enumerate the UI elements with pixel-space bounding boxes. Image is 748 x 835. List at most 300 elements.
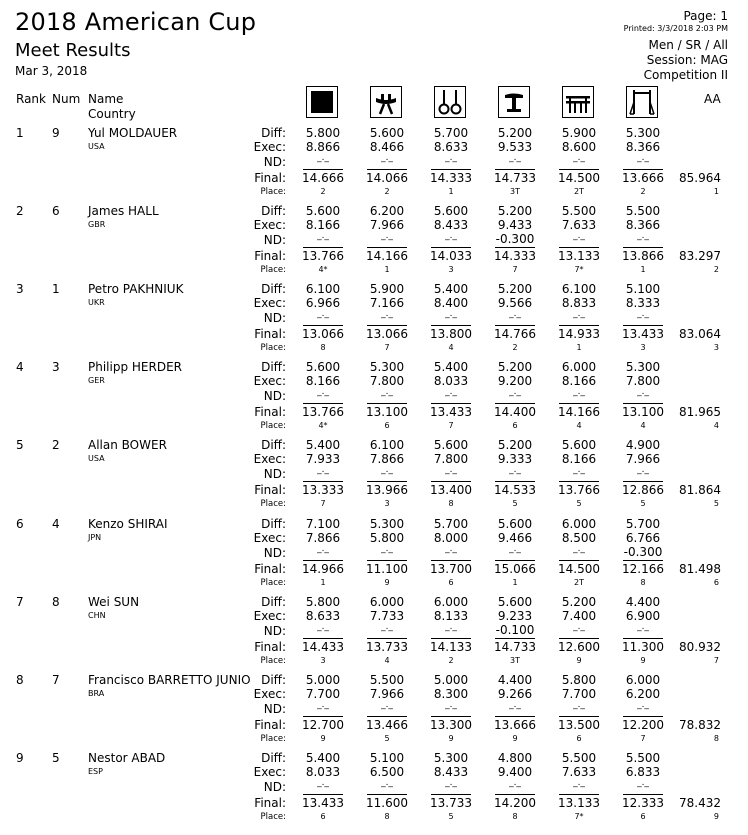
nd-placeholder: _._ <box>317 621 329 632</box>
score-divider <box>623 716 663 717</box>
aa-score: 78.432 <box>679 795 721 810</box>
aa-score: 81.498 <box>679 561 721 576</box>
athlete-row <box>0 673 748 751</box>
diff-score: 5.400 <box>305 750 341 765</box>
diff-score: 5.300 <box>369 360 405 375</box>
rank-value: 2 <box>16 204 24 219</box>
athlete-name: Wei SUN <box>88 594 140 609</box>
nd-placeholder: _._ <box>573 309 585 320</box>
diff-score: 7.100 <box>305 516 341 531</box>
diff-score: 6.200 <box>369 204 405 219</box>
aa-score: 80.932 <box>679 639 721 654</box>
score-divider <box>431 481 471 482</box>
exec-score: 7.866 <box>305 530 341 545</box>
final-label: Final: <box>254 249 286 264</box>
score-divider <box>495 481 535 482</box>
final-score: 12.700 <box>302 717 344 732</box>
event-place: 7* <box>574 265 584 275</box>
score-divider <box>495 716 535 717</box>
exec-score: 7.800 <box>369 374 405 389</box>
score-divider <box>303 794 343 795</box>
exec-score: 7.633 <box>561 218 597 233</box>
rank-value: 1 <box>16 126 24 140</box>
diff-score: 6.000 <box>625 672 661 687</box>
final-score: 13.133 <box>558 795 600 810</box>
final-score: 14.333 <box>494 249 536 264</box>
place-label: Place: <box>260 343 286 354</box>
final-score: 12.333 <box>622 795 664 810</box>
score-divider <box>367 169 407 170</box>
event-place: 7 <box>512 265 518 275</box>
rank-value: 7 <box>16 594 24 609</box>
exec-score: 9.433 <box>497 218 533 233</box>
nd-label: ND: <box>263 233 286 248</box>
exec-score: 5.800 <box>369 530 405 545</box>
event-place: 1 <box>320 577 326 587</box>
nd-label: ND: <box>263 155 286 169</box>
athlete-row <box>0 360 748 438</box>
nd-placeholder: _._ <box>573 465 585 476</box>
event-place: 3 <box>384 499 390 509</box>
diff-score: 5.600 <box>497 516 533 531</box>
exec-score: 7.866 <box>369 452 405 467</box>
rank-value: 6 <box>16 516 24 531</box>
exec-score: 9.333 <box>497 452 533 467</box>
aa-score: 81.965 <box>679 405 721 420</box>
event-place: 7 <box>640 733 646 743</box>
printed-timestamp: Printed: 3/3/2018 2:03 PM <box>623 24 728 33</box>
final-score: 11.100 <box>366 561 408 576</box>
score-divider <box>495 325 535 326</box>
page-number: Page: 1 <box>683 9 728 23</box>
event-place: 5 <box>576 499 582 509</box>
event-place: 4* <box>318 265 328 275</box>
place-label: Place: <box>260 733 286 744</box>
rank-value: 4 <box>16 360 24 375</box>
final-score: 14.133 <box>430 639 472 654</box>
exec-label: Exec: <box>253 452 286 467</box>
diff-score: 5.300 <box>625 126 661 140</box>
diff-score: 5.500 <box>369 672 405 687</box>
event-place: 1 <box>640 265 646 275</box>
score-divider <box>367 716 407 717</box>
exec-label: Exec: <box>253 530 286 545</box>
score-divider <box>559 325 599 326</box>
nd-placeholder: _._ <box>381 231 393 242</box>
final-score: 14.166 <box>558 405 600 420</box>
final-score: 14.933 <box>558 327 600 342</box>
event-place: 2 <box>448 655 454 665</box>
final-score: 13.500 <box>558 717 600 732</box>
nd-placeholder: _._ <box>573 621 585 632</box>
event-place: 4 <box>640 421 646 431</box>
final-score: 11.600 <box>366 795 408 810</box>
diff-score: 5.100 <box>369 750 405 765</box>
final-label: Final: <box>254 717 286 732</box>
diff-score: 4.900 <box>625 438 661 453</box>
score-divider <box>303 325 343 326</box>
event-place: 2 <box>384 187 390 196</box>
event-place: 8 <box>384 811 390 821</box>
score-divider <box>303 481 343 482</box>
event-place: 5 <box>640 499 646 509</box>
diff-score: 5.600 <box>369 126 405 140</box>
nd-label: ND: <box>263 701 286 716</box>
exec-score: 8.000 <box>433 530 469 545</box>
final-label: Final: <box>254 171 286 185</box>
nd-placeholder: _._ <box>381 777 393 788</box>
exec-score: 8.400 <box>433 296 469 311</box>
diff-score: 5.700 <box>433 126 469 140</box>
nd-placeholder: _._ <box>317 231 329 242</box>
country-code: UKR <box>88 298 105 308</box>
final-score: 12.600 <box>558 639 600 654</box>
diff-score: 5.000 <box>305 672 341 687</box>
place-label: Place: <box>260 655 286 666</box>
exec-score: 9.266 <box>497 686 533 701</box>
athlete-name: Nestor ABAD <box>88 750 166 765</box>
diff-score: 5.800 <box>305 126 341 140</box>
aa-place: 4 <box>713 421 719 431</box>
event-place: 6 <box>576 733 582 743</box>
diff-score: 6.100 <box>561 282 597 297</box>
nd-placeholder: _._ <box>445 231 457 242</box>
athlete-row <box>0 438 748 516</box>
athlete-name: James HALL <box>88 204 159 219</box>
exec-score: 7.166 <box>369 296 405 311</box>
country-code: GER <box>88 376 105 386</box>
final-score: 14.333 <box>430 171 472 185</box>
nd-label: ND: <box>263 311 286 326</box>
score-divider <box>495 403 535 404</box>
rank-header: Rank <box>16 92 46 106</box>
place-label: Place: <box>260 421 286 432</box>
score-divider <box>559 560 599 561</box>
diff-label: Diff: <box>261 438 286 453</box>
diff-score: 6.000 <box>369 594 405 609</box>
nd-placeholder: _._ <box>445 309 457 320</box>
athlete-row <box>0 282 748 360</box>
score-divider <box>431 716 471 717</box>
nd-placeholder: _._ <box>637 699 649 710</box>
event-place: 5 <box>512 499 518 509</box>
nd-placeholder: _._ <box>381 543 393 554</box>
num-value: 5 <box>52 750 60 765</box>
score-divider <box>559 716 599 717</box>
final-score: 14.500 <box>558 171 600 185</box>
event-place: 3 <box>640 343 646 353</box>
score-divider <box>623 325 663 326</box>
final-score: 14.500 <box>558 561 600 576</box>
final-label: Final: <box>254 405 286 420</box>
place-label: Place: <box>260 811 286 822</box>
diff-score: 5.500 <box>561 750 597 765</box>
diff-score: 6.000 <box>561 516 597 531</box>
athlete-name: Yul MOLDAUER <box>88 126 178 140</box>
diff-score: 5.200 <box>497 126 533 140</box>
aa-header: AA <box>704 92 721 106</box>
high-bar-icon <box>626 86 658 118</box>
final-score: 15.066 <box>494 561 536 576</box>
nd-placeholder: _._ <box>509 153 521 163</box>
num-value: 6 <box>52 204 60 219</box>
score-divider <box>559 794 599 795</box>
nd-placeholder: _._ <box>317 543 329 554</box>
score-divider <box>431 560 471 561</box>
final-label: Final: <box>254 561 286 576</box>
diff-score: 5.600 <box>305 204 341 219</box>
score-divider <box>303 247 343 248</box>
diff-score: 5.200 <box>497 438 533 453</box>
num-value: 8 <box>52 594 60 609</box>
rank-value: 8 <box>16 672 24 687</box>
num-value: 3 <box>52 360 60 375</box>
diff-label: Diff: <box>261 750 286 765</box>
exec-score: 8.433 <box>433 764 469 779</box>
exec-score: 7.966 <box>369 218 405 233</box>
nd-placeholder: _._ <box>637 777 649 788</box>
diff-score: 5.600 <box>561 438 597 453</box>
final-score: 13.400 <box>430 483 472 498</box>
final-score: 12.200 <box>622 717 664 732</box>
final-label: Final: <box>254 327 286 342</box>
exec-score: 8.833 <box>561 296 597 311</box>
diff-score: 5.400 <box>433 360 469 375</box>
nd-placeholder: _._ <box>381 153 393 163</box>
diff-score: 5.500 <box>561 204 597 219</box>
diff-score: 5.200 <box>497 360 533 375</box>
exec-score: 9.200 <box>497 374 533 389</box>
aa-place: 9 <box>713 811 719 821</box>
diff-label: Diff: <box>261 594 286 609</box>
exec-label: Exec: <box>253 764 286 779</box>
final-score: 14.200 <box>494 795 536 810</box>
event-place: 5 <box>448 811 454 821</box>
nd-placeholder: _._ <box>317 153 329 163</box>
event-place: 6 <box>384 421 390 431</box>
num-value: 7 <box>52 672 60 687</box>
event-place: 7* <box>574 811 584 821</box>
event-place: 3T <box>510 187 520 196</box>
score-divider <box>623 638 663 639</box>
diff-label: Diff: <box>261 360 286 375</box>
diff-score: 5.400 <box>305 438 341 453</box>
nd-placeholder: _._ <box>445 777 457 788</box>
score-divider <box>623 247 663 248</box>
score-divider <box>367 638 407 639</box>
nd-score: -0.100 <box>495 622 535 637</box>
exec-score: 7.966 <box>625 452 661 467</box>
place-label: Place: <box>260 265 286 276</box>
aa-place: 8 <box>713 733 719 743</box>
diff-score: 5.200 <box>497 282 533 297</box>
diff-score: 5.700 <box>625 516 661 531</box>
rank-value: 3 <box>16 282 24 297</box>
nd-placeholder: _._ <box>509 543 521 554</box>
final-label: Final: <box>254 483 286 498</box>
category-label: Men / SR / All <box>648 38 728 52</box>
final-score: 13.733 <box>430 795 472 810</box>
diff-label: Diff: <box>261 282 286 297</box>
final-score: 14.666 <box>302 171 344 185</box>
diff-score: 5.200 <box>497 204 533 219</box>
event-place: 1 <box>576 343 582 353</box>
final-score: 14.533 <box>494 483 536 498</box>
final-score: 13.133 <box>558 249 600 264</box>
country-code: USA <box>88 454 105 464</box>
nd-placeholder: _._ <box>509 387 521 398</box>
exec-score: 9.566 <box>497 296 533 311</box>
exec-score: 9.466 <box>497 530 533 545</box>
diff-score: 6.000 <box>433 594 469 609</box>
final-score: 13.066 <box>366 327 408 342</box>
athlete-row <box>0 126 748 204</box>
nd-placeholder: _._ <box>637 153 649 163</box>
floor-icon <box>306 86 338 118</box>
score-divider <box>367 560 407 561</box>
final-score: 13.733 <box>366 639 408 654</box>
final-score: 13.666 <box>494 717 536 732</box>
final-score: 14.066 <box>366 171 408 185</box>
event-place: 4 <box>384 655 390 665</box>
diff-score: 4.400 <box>497 672 533 687</box>
exec-label: Exec: <box>253 686 286 701</box>
nd-placeholder: _._ <box>637 387 649 398</box>
event-place: 9 <box>512 733 518 743</box>
rank-value: 5 <box>16 438 24 453</box>
exec-score: 8.300 <box>433 686 469 701</box>
diff-score: 5.900 <box>369 282 405 297</box>
exec-label: Exec: <box>253 218 286 233</box>
final-score: 14.400 <box>494 405 536 420</box>
exec-score: 6.833 <box>625 764 661 779</box>
event-place: 3 <box>448 265 454 275</box>
diff-score: 5.200 <box>561 594 597 609</box>
score-divider <box>623 794 663 795</box>
diff-score: 4.800 <box>497 750 533 765</box>
diff-score: 6.100 <box>305 282 341 297</box>
event-place: 4 <box>448 343 454 353</box>
exec-score: 8.333 <box>625 296 661 311</box>
event-place: 8 <box>512 811 518 821</box>
diff-score: 5.000 <box>433 672 469 687</box>
event-place: 2 <box>320 187 326 196</box>
nd-placeholder: _._ <box>445 387 457 398</box>
nd-placeholder: _._ <box>637 621 649 632</box>
score-divider <box>623 481 663 482</box>
exec-score: 8.866 <box>305 140 341 154</box>
rings-icon <box>434 86 466 118</box>
score-divider <box>495 794 535 795</box>
report-subtitle: Meet Results <box>15 40 131 61</box>
exec-score: 6.500 <box>369 764 405 779</box>
exec-score: 7.400 <box>561 608 597 623</box>
exec-score: 6.200 <box>625 686 661 701</box>
score-divider <box>431 794 471 795</box>
nd-placeholder: _._ <box>317 699 329 710</box>
country-code: GBR <box>88 220 106 230</box>
num-value: 9 <box>52 126 60 140</box>
diff-score: 5.400 <box>433 282 469 297</box>
score-divider <box>431 638 471 639</box>
final-score: 13.100 <box>366 405 408 420</box>
diff-score: 5.600 <box>433 204 469 219</box>
exec-score: 8.633 <box>433 140 469 154</box>
score-divider <box>559 169 599 170</box>
score-divider <box>303 403 343 404</box>
event-place: 9 <box>320 733 326 743</box>
score-divider <box>431 247 471 248</box>
event-place: 7 <box>448 421 454 431</box>
final-score: 14.033 <box>430 249 472 264</box>
final-score: 13.100 <box>622 405 664 420</box>
event-place: 7 <box>320 499 326 509</box>
session-label: Session: MAG <box>646 53 728 67</box>
final-score: 12.166 <box>622 561 664 576</box>
nd-placeholder: _._ <box>381 699 393 710</box>
final-score: 13.300 <box>430 717 472 732</box>
exec-score: 8.166 <box>305 374 341 389</box>
event-place: 6 <box>320 811 326 821</box>
exec-score: 7.700 <box>561 686 597 701</box>
aa-place: 5 <box>713 499 719 509</box>
diff-score: 4.400 <box>625 594 661 609</box>
exec-score: 8.366 <box>625 218 661 233</box>
aa-place: 3 <box>713 343 719 353</box>
nd-placeholder: _._ <box>445 543 457 554</box>
nd-placeholder: _._ <box>573 777 585 788</box>
event-place: 4* <box>318 421 328 431</box>
exec-score: 9.400 <box>497 764 533 779</box>
athlete-row <box>0 751 748 829</box>
event-place: 8 <box>320 343 326 353</box>
score-divider <box>495 169 535 170</box>
diff-score: 6.000 <box>561 360 597 375</box>
nd-label: ND: <box>263 467 286 482</box>
diff-score: 5.300 <box>625 360 661 375</box>
aa-score: 83.064 <box>679 327 721 342</box>
aa-score: 78.832 <box>679 717 721 732</box>
nd-score: -0.300 <box>495 232 535 247</box>
score-divider <box>303 169 343 170</box>
nd-placeholder: _._ <box>573 153 585 163</box>
exec-score: 8.033 <box>433 374 469 389</box>
nd-placeholder: _._ <box>637 465 649 476</box>
score-divider <box>367 325 407 326</box>
final-label: Final: <box>254 639 286 654</box>
final-score: 13.966 <box>366 483 408 498</box>
event-place: 8 <box>640 577 646 587</box>
aa-score: 81.864 <box>679 483 721 498</box>
score-divider <box>431 169 471 170</box>
nd-placeholder: _._ <box>573 543 585 554</box>
nd-placeholder: _._ <box>573 231 585 242</box>
final-score: 13.433 <box>622 327 664 342</box>
exec-score: 8.366 <box>625 140 661 154</box>
event-place: 3 <box>320 655 326 665</box>
rank-value: 9 <box>16 750 24 765</box>
diff-label: Diff: <box>261 126 286 140</box>
exec-score: 6.966 <box>305 296 341 311</box>
final-score: 13.866 <box>622 249 664 264</box>
place-label: Place: <box>260 499 286 510</box>
aa-place: 2 <box>713 265 719 275</box>
diff-score: 5.300 <box>369 516 405 531</box>
event-place: 6 <box>512 421 518 431</box>
event-place: 1 <box>448 187 454 196</box>
exec-score: 7.966 <box>369 686 405 701</box>
score-divider <box>623 169 663 170</box>
